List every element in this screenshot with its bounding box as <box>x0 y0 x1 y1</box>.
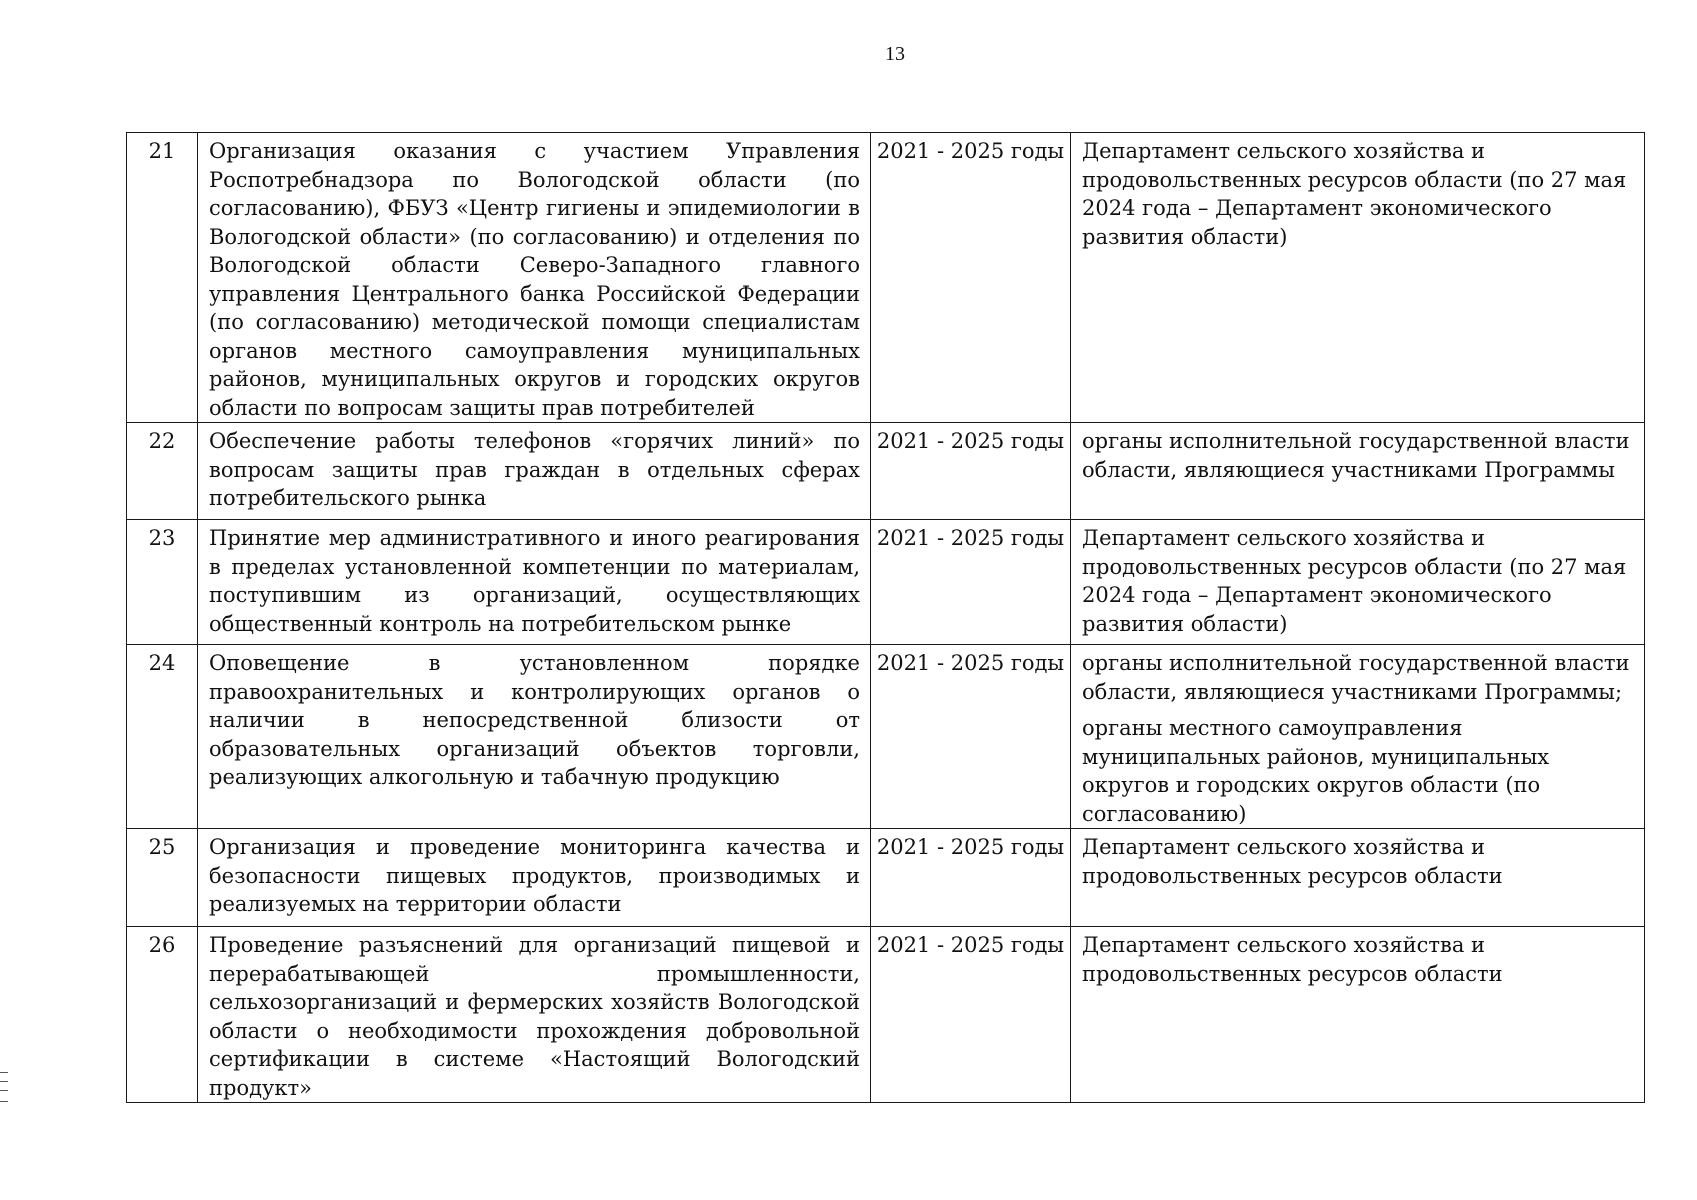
responsible-executor: Департамент сельского хозяйства и продовольственных ресурсов области (по 27 мая 2024 года – Департамент экономического развития области) <box>1082 139 1627 249</box>
action-description: Принятие мер административного и иного реагирования в пределах установленной компетенции по материалам, поступившим из организаций, осуществляющих общественный контроль на потребительском рынке <box>198 520 871 645</box>
table-row <box>127 423 1645 520</box>
implementation-period: 2021 - 2025 годы <box>871 423 1071 520</box>
table-row <box>127 133 1645 423</box>
table-row <box>127 520 1645 645</box>
responsible-executors <box>1071 829 1645 927</box>
table-row <box>127 645 1645 829</box>
responsible-executor: органы исполнительной государственной власти области, являющиеся участниками Программы <box>1082 429 1630 482</box>
action-description: Обеспечение работы телефонов «горячих линий» по вопросам защиты прав граждан в отдельных сферах потребительского рынка <box>198 423 871 520</box>
responsible-executor: органы местного самоуправления муниципальных районов, муниципальных округов и городских округов области (по согласованию) <box>1082 716 1550 826</box>
responsible-executors <box>1071 927 1645 1103</box>
row-number: 22 <box>127 423 198 520</box>
table-row <box>127 927 1645 1103</box>
row-number: 26 <box>127 927 198 1103</box>
implementation-period: 2021 - 2025 годы <box>871 927 1071 1103</box>
responsible-executor: Департамент сельского хозяйства и продовольственных ресурсов области <box>1082 835 1503 888</box>
row-number: 24 <box>127 645 198 829</box>
action-description: Организация и проведение мониторинга качества и безопасности пищевых продуктов, производимых и реализуемых на территории области <box>198 829 871 927</box>
action-description: Проведение разъяснений для организаций пищевой и перерабатывающей промышленности, сельхозорганизаций и фермерских хозяйств Вологодской области о необходимости прохождения добровольной сертификации в системе «Настоящий Вологодский продукт» <box>198 927 871 1103</box>
action-description: Оповещение в установленном порядке правоохранительных и контролирующих органов о наличии в непосредственной близости от образовательных организаций объектов торговли, реализующих алкогольную и табачную продукцию <box>198 645 871 829</box>
implementation-period: 2021 - 2025 годы <box>871 133 1071 423</box>
implementation-period: 2021 - 2025 годы <box>871 520 1071 645</box>
responsible-executors <box>1071 133 1645 423</box>
binding-margin-mark <box>0 1072 8 1102</box>
responsible-executors <box>1071 520 1645 645</box>
measures-table <box>126 132 1645 1103</box>
responsible-executors <box>1071 423 1645 520</box>
row-number: 23 <box>127 520 198 645</box>
implementation-period: 2021 - 2025 годы <box>871 829 1071 927</box>
responsible-executor: органы исполнительной государственной власти области, являющиеся участниками Программы; <box>1082 651 1630 704</box>
row-number: 21 <box>127 133 198 423</box>
responsible-executor: Департамент сельского хозяйства и продовольственных ресурсов области (по 27 мая 2024 года – Департамент экономического развития области) <box>1082 526 1627 636</box>
action-description: Организация оказания с участием Управления Роспотребнадзора по Вологодской области (по согласованию), ФБУЗ «Центр гигиены и эпидемиологии в Вологодской области» (по согласованию) и отделения по Вологодской области Северо-Западного главного управления Центрального банка Российской Федерации (по согласованию) методической помощи специалистам органов местного самоуправления муниципальных районов, муниципальных округов и городских округов области по вопросам защиты прав потребителей <box>198 133 871 423</box>
page-number: 13 <box>885 43 905 65</box>
responsible-executors <box>1071 645 1645 829</box>
table-row <box>127 829 1645 927</box>
responsible-executor: Департамент сельского хозяйства и продовольственных ресурсов области <box>1082 933 1503 986</box>
implementation-period: 2021 - 2025 годы <box>871 645 1071 829</box>
row-number: 25 <box>127 829 198 927</box>
